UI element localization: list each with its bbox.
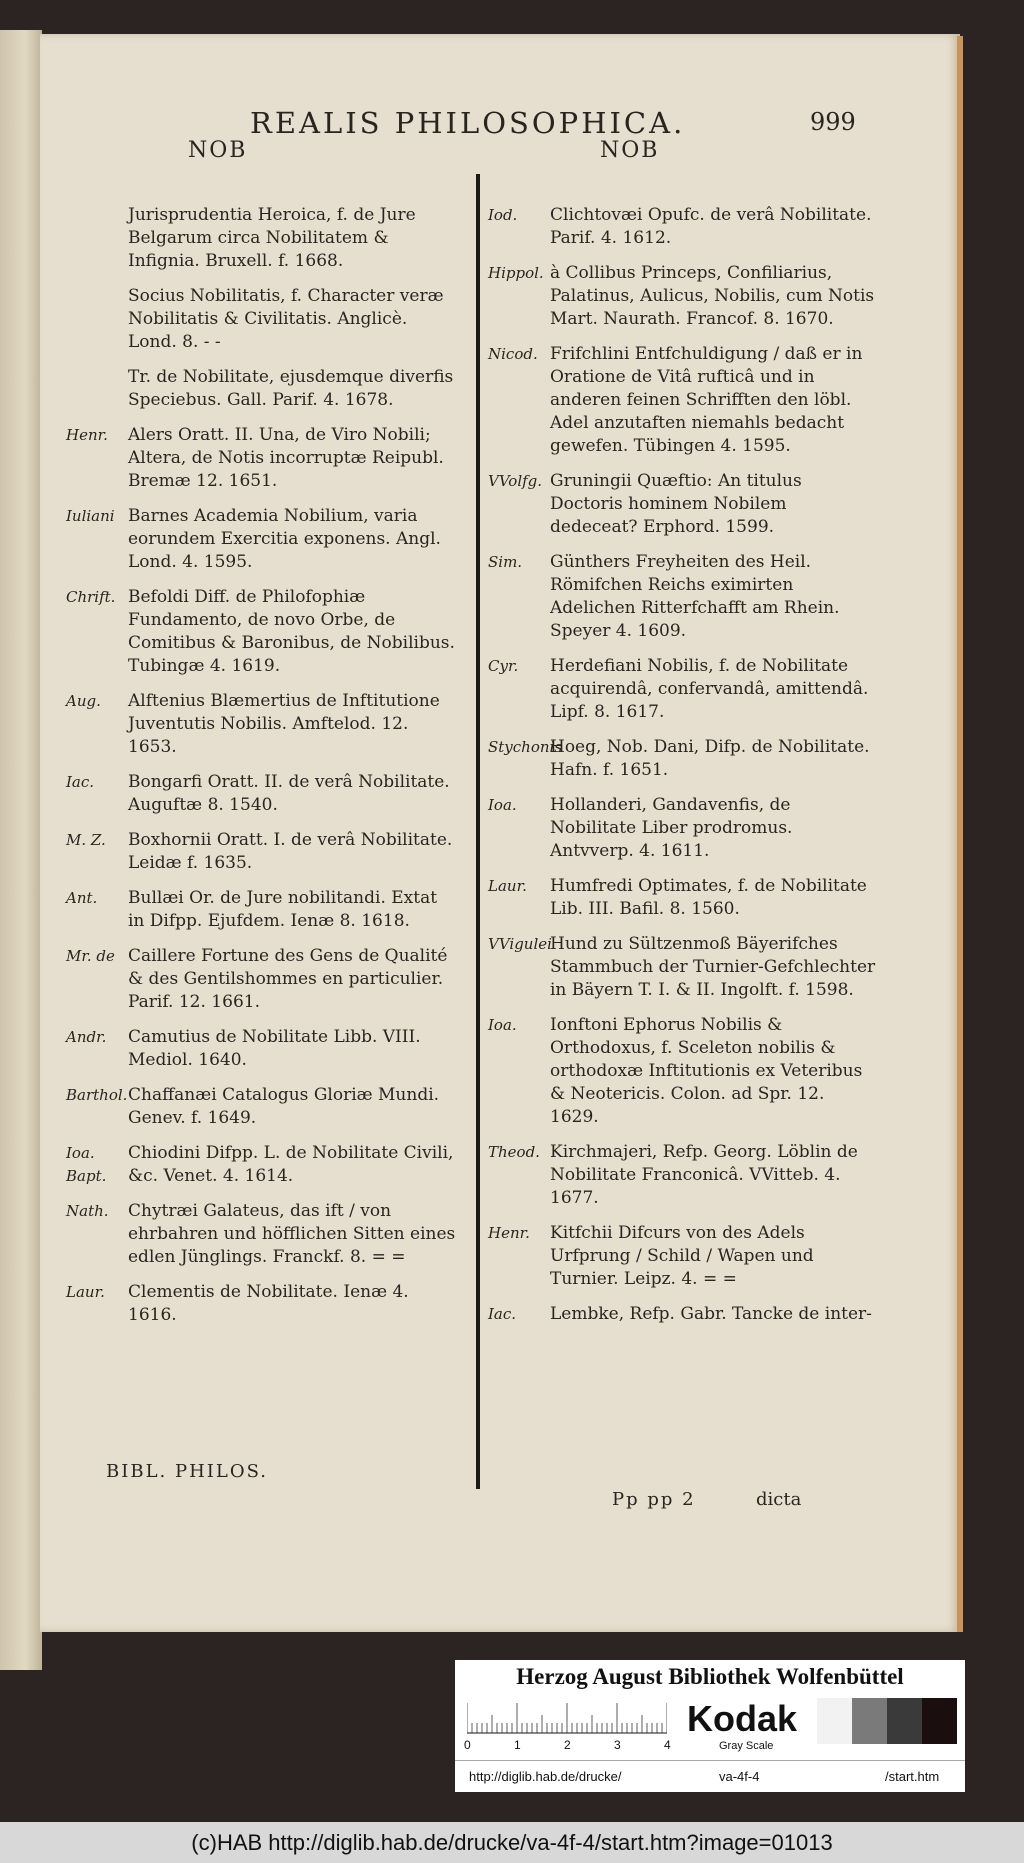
- author-forename: Nicod.: [488, 345, 538, 363]
- bibliography-entry: [488, 343, 878, 458]
- bibliography-entry: [488, 1222, 878, 1291]
- entry-text: Barnes Academia Nobilium, varia eorundem Exercitia exponens. Angl. Lond. 4. 1595.: [128, 506, 441, 572]
- entry-text: Hund zu Sültzenmoß Bäyerifches Stammbuch der Turnier-Gefchlechter in Bäyern T. I. & II. Ingolft. f. 1598.: [550, 934, 876, 1000]
- author-forename: Cyr.: [488, 657, 519, 675]
- bibliography-entry: [488, 1014, 878, 1129]
- entry-text: Clichtovæi Opufc. de verâ Nobilitate. Parif. 4. 1612.: [550, 205, 872, 248]
- author-forename: Iac.: [488, 1305, 517, 1323]
- ruler-number: 1: [514, 1738, 521, 1752]
- author-forename: Ioa.: [488, 1016, 517, 1034]
- entry-text: Alers Oratt. II. Una, de Viro Nobili; Altera, de Notis incorruptæ Reipubl. Bremæ 12. 1651.: [128, 425, 444, 491]
- bibliography-entry: [66, 424, 456, 493]
- gray-scale-label: Gray Scale: [719, 1740, 774, 1752]
- entry-text: Ionftoni Ephorus Nobilis & Orthodoxus, f. Sceleton nobilis & orthodoxæ Inftitutionis ex Veteribus & Neotericis. Colon. ad Spr. 12. 1629.: [550, 1015, 863, 1127]
- bibliography-entry: [488, 875, 878, 921]
- author-forename: Theod.: [488, 1143, 540, 1161]
- author-forename: M. Z.: [66, 831, 106, 849]
- entry-text: Herdefiani Nobilis, f. de Nobilitate acquirendâ, confervandâ, amittendâ. Lipf. 8. 1617.: [550, 656, 869, 722]
- entry-text: Chytræi Galateus, das ift / von ehrbahren und höfflichen Sitten eines edlen Jünglings. Franckf. 8. = =: [128, 1201, 456, 1267]
- author-forename: Ioa. Bapt.: [66, 1144, 107, 1185]
- author-forename: Ioa.: [488, 796, 517, 814]
- bibliography-entry: [66, 1200, 456, 1269]
- entry-text: Kitfchii Difcurs von des Adels Urfprung / Schild / Wapen und Turnier. Leipz. 4. = =: [550, 1223, 814, 1289]
- author-forename: [66, 285, 128, 354]
- bibliography-entry: [488, 1141, 878, 1210]
- entry-text: à Collibus Princeps, Confiliarius, Palatinus, Aulicus, Nobilis, cum Notis Mart. Naurath. Francof. 8. 1670.: [550, 263, 875, 329]
- url-base: http://diglib.hab.de/drucke/: [469, 1769, 622, 1784]
- bibliography-entry: [66, 1142, 456, 1188]
- ruler-number: 4: [664, 1738, 671, 1752]
- entry-text: Jurisprudentia Heroica, f. de Jure Belgarum circa Nobilitatem & Infignia. Bruxell. f. 1668.: [128, 205, 416, 271]
- bibliography-entry: [66, 285, 456, 354]
- ruler-number: 2: [564, 1738, 571, 1752]
- author-forename: Barthol.: [66, 1086, 128, 1104]
- column-head-right: NOB: [600, 138, 660, 163]
- bibliography-entry: [488, 794, 878, 863]
- ruler-number: 3: [614, 1738, 621, 1752]
- entry-text: Humfredi Optimates, f. de Nobilitate Lib. III. Bafil. 8. 1560.: [550, 876, 867, 919]
- entry-text: Socius Nobilitatis, f. Character veræ Nobilitatis & Civilitatis. Anglicè. Lond. 8. - -: [128, 286, 444, 352]
- bibliography-entry: [66, 204, 456, 273]
- column-divider: [476, 174, 480, 1489]
- url-row: [455, 1760, 965, 1789]
- author-forename: Nath.: [66, 1202, 109, 1220]
- url-shelfmark: va-4f-4: [719, 1769, 760, 1784]
- author-forename: Chrift.: [66, 588, 116, 606]
- entry-text: Hollanderi, Gandavenfis, de Nobilitate Liber prodromus. Antvverp. 4. 1611.: [550, 795, 793, 861]
- entry-text: Frifchlini Entfchuldigung / daß er in Oratione de Vitâ rufticâ und in anderen feinen Schrifften den löbl. Adel anzutaften niemahls bedacht gewefen. Tübingen 4. 1595.: [550, 344, 863, 456]
- entry-text: Alftenius Blæmertius de Inftitutione Juventutis Nobilis. Amftelod. 12. 1653.: [128, 691, 440, 757]
- institution-name: Herzog August Bibliothek Wolfenbüttel: [516, 1664, 904, 1689]
- author-forename: Henr.: [66, 426, 108, 444]
- bibliography-entry: [488, 933, 878, 1002]
- entry-text: Kirchmajeri, Refp. Georg. Löblin de Nobilitate Franconicâ. VVitteb. 4. 1677.: [550, 1142, 858, 1208]
- bibliography-entry: [488, 470, 878, 539]
- column-head-left: NOB: [188, 138, 248, 163]
- entry-text: Chaffanæi Catalogus Gloriæ Mundi. Genev. f. 1649.: [128, 1085, 440, 1128]
- author-forename: Laur.: [66, 1283, 105, 1301]
- entry-text: Caillere Fortune des Gens de Qualité & des Gentilshommes en particulier. Parif. 12. 1661.: [128, 946, 448, 1012]
- bibliography-entry: [66, 1084, 456, 1130]
- author-forename: [66, 204, 128, 273]
- copyright-caption: (c)HAB http://diglib.hab.de/drucke/va-4f-4/start.htm?image=01013: [0, 1822, 1024, 1863]
- author-forename: Laur.: [488, 877, 527, 895]
- entry-text: Gruningii Quæftio: An titulus Doctoris hominem Nobilem dedeceat? Erphord. 1599.: [550, 471, 802, 537]
- author-forename: Iuliani: [66, 507, 115, 525]
- entry-text: Bongarfi Oratt. II. de verâ Nobilitate. Auguftæ 8. 1540.: [128, 772, 450, 815]
- entry-text: Clementis de Nobilitate. Ienæ 4. 1616.: [128, 1282, 409, 1325]
- bibliography-entry: [488, 736, 878, 782]
- author-forename: Mr. de: [66, 947, 115, 965]
- gray-swatch: [817, 1698, 852, 1744]
- adjacent-page-edge: [0, 30, 42, 1670]
- author-forename: Hippol.: [488, 264, 544, 282]
- gray-swatch: [922, 1698, 957, 1744]
- entry-text: Boxhornii Oratt. I. de verâ Nobilitate. Leidæ f. 1635.: [128, 830, 453, 873]
- author-forename: Henr.: [488, 1224, 530, 1242]
- author-forename: Stychonis: [488, 738, 563, 756]
- page-right-edge: [957, 36, 963, 1632]
- bibliography-entry: [66, 505, 456, 574]
- kodak-brand: Kodak: [687, 1698, 798, 1739]
- gray-swatch: [852, 1698, 887, 1744]
- bibliography-entry: [488, 551, 878, 643]
- running-title: REALIS PHILOSOPHICA.: [250, 106, 686, 140]
- bibliography-entry: [488, 655, 878, 724]
- bibliography-entry: [66, 586, 456, 678]
- catchword: dicta: [756, 1489, 802, 1510]
- entry-text: Chiodini Difpp. L. de Nobilitate Civili, &c. Venet. 4. 1614.: [128, 1143, 454, 1186]
- bibliography-entry: [66, 1026, 456, 1072]
- entry-text: Befoldi Diff. de Philofophiæ Fundamento, de novo Orbe, de Comitibus & Baronibus, de Nobilibus. Tubingæ 4. 1619.: [128, 587, 455, 676]
- url-start: /start.htm: [885, 1769, 940, 1784]
- entry-text: Hoeg, Nob. Dani, Difp. de Nobilitate. Hafn. f. 1651.: [550, 737, 870, 780]
- bibliography-entry: [66, 1281, 456, 1327]
- footer-bibl-philos: BIBL. PHILOS.: [106, 1461, 269, 1482]
- bibliography-entry: [66, 945, 456, 1014]
- left-column: [66, 204, 456, 1339]
- author-forename: VVolfg.: [488, 472, 543, 490]
- author-forename: Sim.: [488, 553, 523, 571]
- entry-text: Lembke, Refp. Gabr. Tancke de inter-: [550, 1304, 872, 1324]
- bibliography-entry: [66, 829, 456, 875]
- author-forename: Iod.: [488, 206, 518, 224]
- ruler-scale: [467, 1700, 667, 1734]
- right-column: [488, 204, 878, 1338]
- gray-scale-swatches: [817, 1698, 957, 1744]
- bibliography-entry: [66, 366, 456, 412]
- scan-reference-strip: [455, 1660, 965, 1792]
- entry-text: Tr. de Nobilitate, ejusdemque diverfis Speciebus. Gall. Parif. 4. 1678.: [128, 367, 454, 410]
- bibliography-entry: [488, 1303, 878, 1326]
- bibliography-entry: [488, 204, 878, 250]
- entry-text: Günthers Freyheiten des Heil. Römifchen Reichs eximirten Adelichen Ritterfchafft am Rhein. Speyer 4. 1609.: [550, 552, 840, 641]
- bibliography-entry: [66, 887, 456, 933]
- author-forename: Andr.: [66, 1028, 107, 1046]
- author-forename: [66, 366, 128, 412]
- bibliography-entry: [66, 690, 456, 759]
- author-forename: Aug.: [66, 692, 101, 710]
- author-forename: Iac.: [66, 773, 95, 791]
- book-page: [40, 34, 960, 1632]
- signature-mark: Pp pp 2: [612, 1489, 696, 1510]
- entry-text: Bullæi Or. de Jure nobilitandi. Extat in Difpp. Ejufdem. Ienæ 8. 1618.: [128, 888, 438, 931]
- page-number: 999: [810, 108, 856, 136]
- author-forename: VVigulei: [488, 935, 552, 953]
- author-forename: Ant.: [66, 889, 98, 907]
- ruler-number: 0: [464, 1738, 471, 1752]
- bibliography-entry: [488, 262, 878, 331]
- gray-swatch: [887, 1698, 922, 1744]
- entry-text: Camutius de Nobilitate Libb. VIII. Mediol. 1640.: [128, 1027, 421, 1070]
- bibliography-entry: [66, 771, 456, 817]
